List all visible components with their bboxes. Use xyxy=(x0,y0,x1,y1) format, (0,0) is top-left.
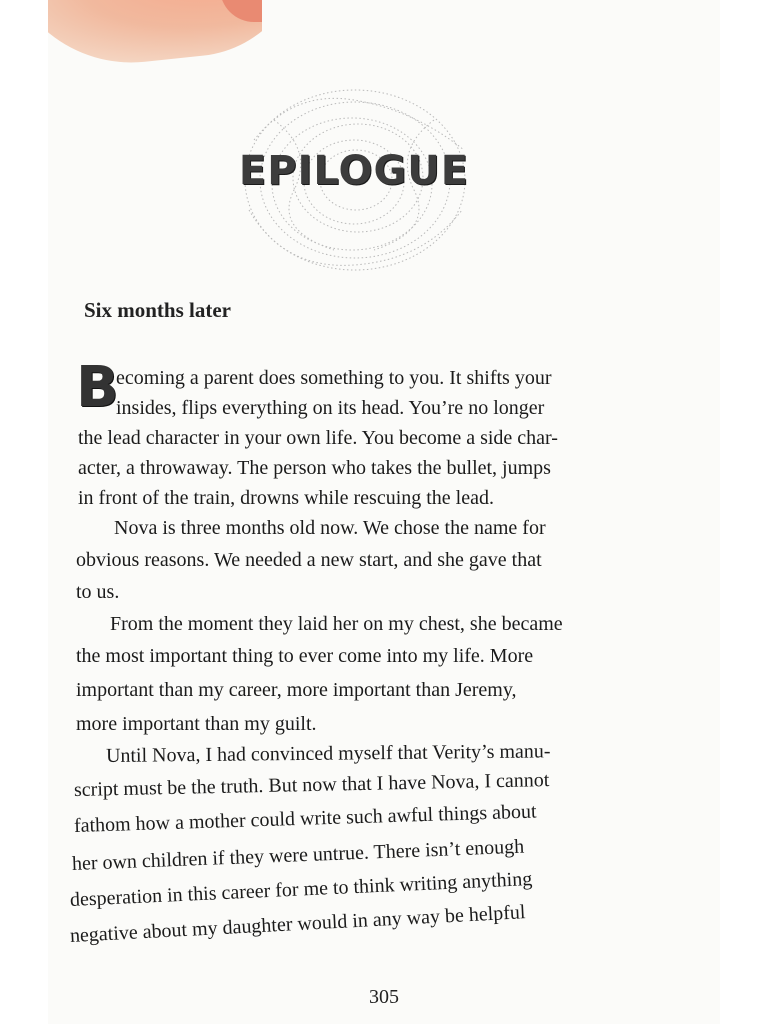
page-number: 305 xyxy=(369,986,399,1008)
chapter-subtitle: Six months later xyxy=(84,298,231,322)
text-line: important than my career, more important than Jeremy, xyxy=(76,679,517,701)
text-line: in front of the train, drowns while rescuing the lead. xyxy=(78,487,494,509)
text-line: From the moment they laid her on my chest, she became xyxy=(110,613,563,635)
chapter-title: EPILOGUE xyxy=(238,148,470,194)
text-line: desperation in this career for me to think writing anything xyxy=(69,868,533,911)
drop-cap: B xyxy=(76,355,119,420)
text-line: her own children if they were untrue. There isn’t enough xyxy=(71,835,525,875)
text-line: fathom how a mother could write such awful things about xyxy=(73,800,537,837)
finger-photo xyxy=(48,0,262,72)
text-line: script must be the truth. But now that I have Nova, I cannot xyxy=(73,769,550,801)
text-line: the lead character in your own life. You become a side char- xyxy=(78,427,558,449)
text-line: to us. xyxy=(76,581,120,603)
text-line: obvious reasons. We needed a new start, and she gave that xyxy=(76,549,542,571)
text-line: acter, a throwaway. The person who takes the bullet, jumps xyxy=(78,457,551,479)
text-line: Until Nova, I had convinced myself that Verity’s manu- xyxy=(105,740,551,767)
text-line: Nova is three months old now. We chose the name for xyxy=(114,517,546,539)
text-line: more important than my guilt. xyxy=(76,713,317,735)
text-line: the most important thing to ever come into my life. More xyxy=(76,645,534,667)
text-line: ecoming a parent does something to you. It shifts your xyxy=(116,367,552,389)
text-line: negative about my daughter would in any way be helpful xyxy=(69,901,526,947)
text-line: insides, flips everything on its head. You’re no longer xyxy=(116,397,545,419)
